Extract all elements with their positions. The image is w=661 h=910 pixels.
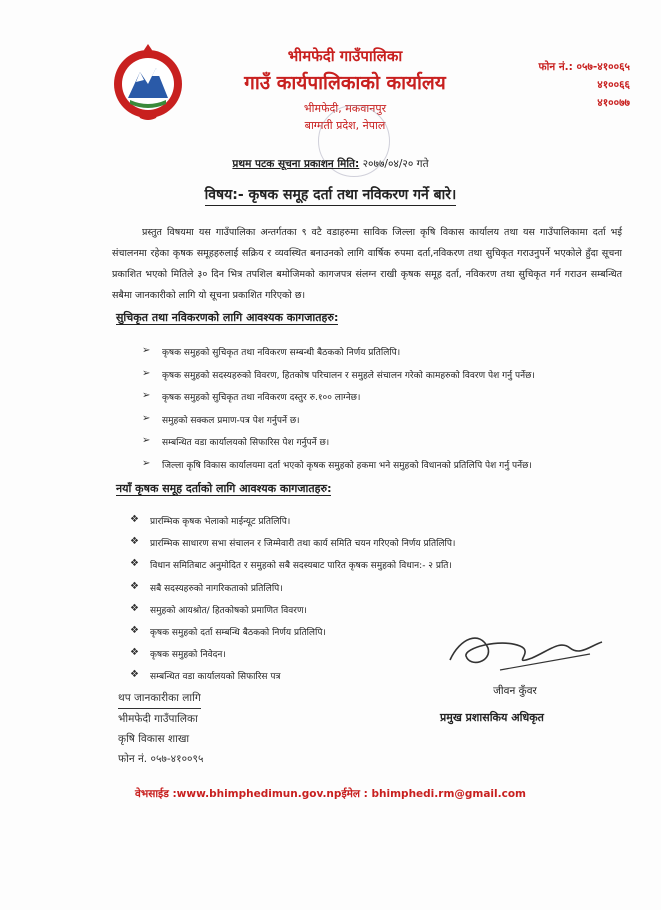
address-line-2: बाग्मती प्रदेश, नेपाल xyxy=(304,119,386,132)
diamond-bullet-icon: ❖ xyxy=(130,647,139,659)
website-link[interactable]: www.bhimphedimun.gov.np xyxy=(176,788,342,800)
signer-title: प्रमुख प्रशासकिय अधिकृत xyxy=(440,711,544,724)
list-item-text: कृषक समुहको दर्ता सम्बन्धि बैठकको निर्णय प्रतिलिपि। xyxy=(150,627,326,638)
list-item-text: समुहको आयश्रोत/ हितकोषको प्रमाणित विवरण। xyxy=(150,605,307,616)
arrow-bullet-icon: ➢ xyxy=(142,457,151,469)
list-item-text: कृषक समुहको सुचिकृत तथा नविकरण सम्बन्धी बैठकको निर्णय प्रतिलिपि। xyxy=(162,348,401,358)
diamond-bullet-icon: ❖ xyxy=(130,580,139,592)
list-item xyxy=(130,514,600,536)
diamond-bullet-icon: ❖ xyxy=(130,624,139,636)
list-item-text: प्रारम्भिक साधारण सभा संचालन र जिम्मेवारी तथा कार्य समिति चयन गरिएको निर्णय प्रतिलिपि। xyxy=(150,539,456,550)
arrow-bullet-icon: ➢ xyxy=(142,390,151,401)
renewal-documents-list xyxy=(142,345,612,480)
arrow-bullet-icon: ➢ xyxy=(142,435,151,446)
list-item-text: प्रारम्भिक कृषक भेलाको माईन्यूट प्रतिलिपि। xyxy=(150,517,291,527)
list-item xyxy=(142,368,612,391)
contact-block xyxy=(118,688,203,769)
diamond-bullet-icon: ❖ xyxy=(130,514,139,525)
list-item-text: जिल्ला कृषि विकास कार्यालयमा दर्ता भएको कृषक समुहको हकमा भने समुहको विधानको प्रतिलिपि पेश गर्नु पर्नेछ। xyxy=(162,460,532,471)
handwritten-signature xyxy=(440,618,610,678)
list-item-text: कृषक समुहको सुचिकृत तथा नविकरण दस्तुर रु.१०० लाग्नेछ। xyxy=(162,393,361,403)
list-item-text: कृषक समुहको निवेदन। xyxy=(150,650,226,661)
list-item xyxy=(142,458,612,481)
diamond-bullet-icon: ❖ xyxy=(130,602,139,614)
email-label: ईमेल : xyxy=(341,788,368,800)
list-item xyxy=(142,413,612,436)
list-item-text: विधान समितिबाट अनुमोदित र समुहको सबै सदस्यबाट पारित कृषक समुहको विधान:- २ प्रति। xyxy=(150,561,452,572)
section-heading-renewal xyxy=(116,310,338,325)
diamond-bullet-icon: ❖ xyxy=(130,558,139,570)
phone-numbers xyxy=(530,58,630,112)
list-item xyxy=(130,536,600,558)
contact-line-phone: फोन नं. ०५७-४१००९५ xyxy=(118,753,204,765)
municipality-name: भीमफेदी गाउँपालिका xyxy=(287,47,403,65)
contact-line-municipality: भीमफेदी गाउँपालिका xyxy=(118,713,198,725)
notice-subject xyxy=(0,185,661,204)
phone-number: फोन नं.: ०५७-४१००६५ xyxy=(538,61,630,73)
arrow-bullet-icon: ➢ xyxy=(142,412,151,424)
footer-contact xyxy=(0,787,661,801)
contact-heading: थप जानकारीका लागि xyxy=(118,688,201,709)
list-item xyxy=(142,345,612,368)
section-heading-text: सुचिकृत तथा नविकरणको लागि आवश्यक कागजातहरु: xyxy=(116,311,339,324)
signer-name: जीवन कुँवर xyxy=(493,685,537,697)
notice-body: प्रस्तुत विषयमा यस गाउँपालिका अन्तर्गतका ९ वटै वडाहरुमा साविक जिल्ला कृषि विकास कार्यालय तथा यस गाउँपालिकामा दर्ता भई संचालनमा रहेका कृषक समूहहरुलाई सक्रिय र व्यवस्थित बनाउनको लागि वार्षिक रुपमा दर्ता,नविकरण तथा सुचिकृत गराउनुपर्ने भएकोले हुँदा सूचना प्रकाशित भएको मितिले ३० दिन भित्र तपशिल बमोजिमको कागजपत्र संलग्न राखी कृषक समूह दर्ता, नविकरण तथा सुचिकृत गर्न गराउन सम्बन्धित सबैमा जानकारीको लागि यो सूचना प्रकाशित गरिएको छ। xyxy=(112,227,622,301)
subject-text: विषय:- कृषक समूह दर्ता तथा नविकरण गर्ने बारे। xyxy=(205,187,457,206)
publication-date xyxy=(0,157,661,171)
arrow-bullet-icon: ➢ xyxy=(142,345,151,356)
list-item xyxy=(142,435,612,458)
diamond-bullet-icon: ❖ xyxy=(130,669,139,681)
list-item-text: समुहको सक्कल प्रमाण-पत्र पेश गर्नुपर्ने छ। xyxy=(162,415,300,426)
section-heading-text: नयाँ कृषक समूह दर्ताको लागि आवश्यक कागजातहरु: xyxy=(116,482,332,495)
address-line-1: भीमफेदी, मकवानपुर xyxy=(303,102,387,115)
publication-date-label: प्रथम पटक सूचना प्रकाशन मिति: xyxy=(232,158,360,170)
list-item xyxy=(130,581,600,603)
arrow-bullet-icon: ➢ xyxy=(142,367,151,379)
office-name: गाउँ कार्यपालिकाको कार्यालय xyxy=(244,72,446,94)
list-item xyxy=(130,558,600,580)
diamond-bullet-icon: ❖ xyxy=(130,536,139,548)
phone-number: ४१००६६ xyxy=(597,79,630,91)
list-item-text: सबै सदस्यहरुको नागरिकताको प्रतिलिपि। xyxy=(150,583,283,594)
list-item-text: सम्बन्धित वडा कार्यालयको सिफारिस पेश गर्नुपर्ने छ। xyxy=(162,438,330,448)
signer-block xyxy=(440,684,620,725)
phone-number: ४१००७७ xyxy=(597,97,630,109)
list-item-text: कृषक समुहको सदस्यहरुको विवरण, हितकोष परिचालन र समुहले संचालन गरेको कामहरुको विवरण पेश गर्नु पर्नेछ। xyxy=(162,370,535,381)
nepal-emblem-icon xyxy=(108,42,188,122)
section-heading-registration xyxy=(116,481,331,496)
website-label: वेभसाईड : xyxy=(135,788,177,800)
list-item-text: सम्बन्धित वडा कार्यालयको सिफारिस पत्र xyxy=(150,672,281,683)
contact-line-branch: कृषि विकास शाखा xyxy=(118,733,190,745)
publication-date-value: २०७७/०४/२० गते xyxy=(362,158,429,170)
email-link[interactable]: bhimphedi.rm@gmail.com xyxy=(371,788,526,800)
list-item xyxy=(142,390,612,413)
